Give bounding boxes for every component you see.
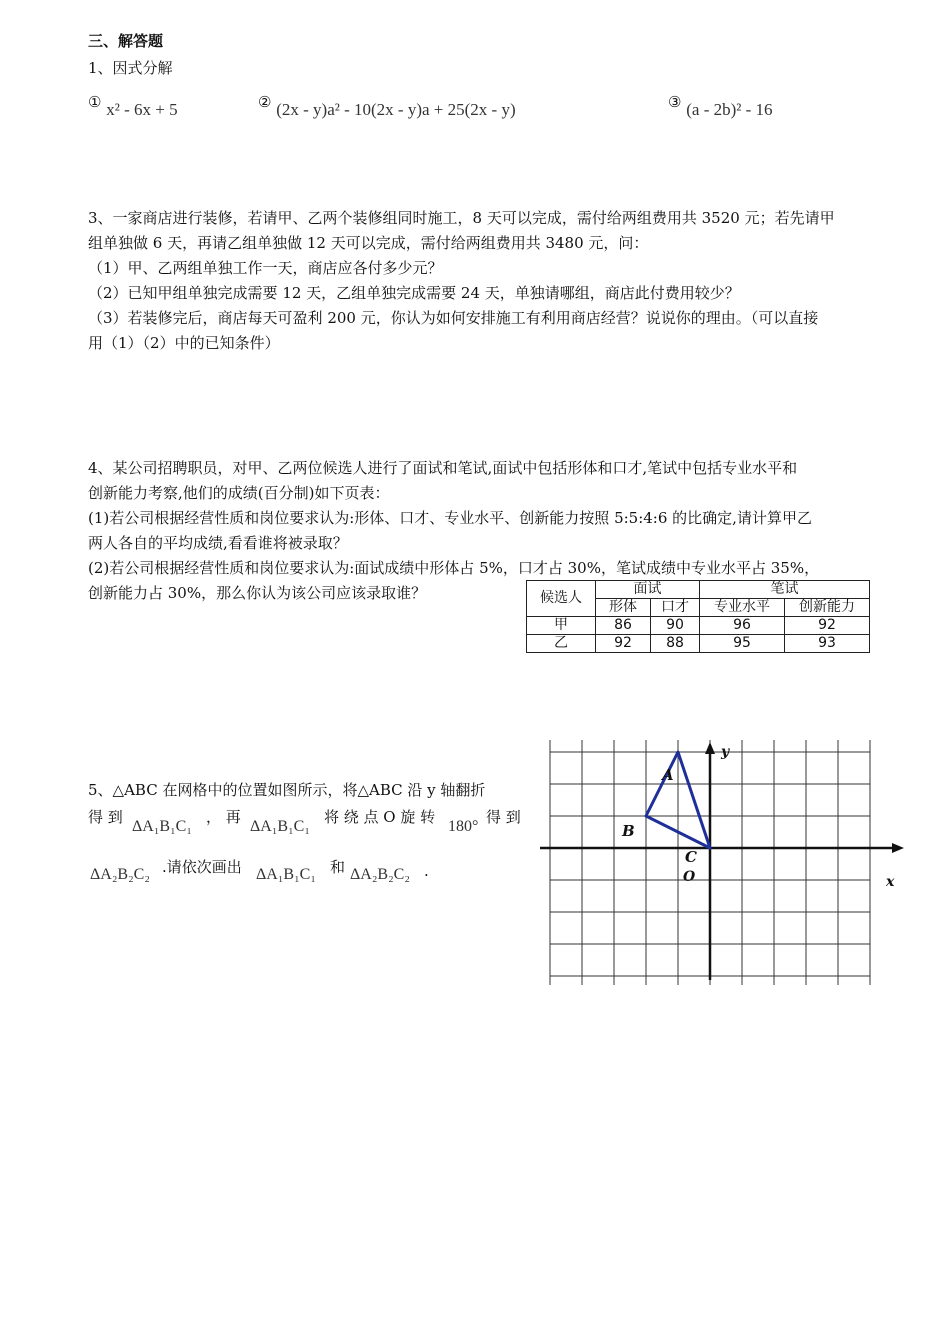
q3-line-1: 3、一家商店进行装修，若请甲、乙两个装修组同时施工，8 天可以完成，需付给两组费用共 3520 元；若先请甲 [88,209,835,227]
q5-line-1: 5、△ABC 在网格中的位置如图所示，将△ABC 沿 y 轴翻折 [88,781,486,799]
table-subheader: 创新能力 [785,599,870,617]
q5-a1b1c1: ΔA₁B₁C₁ [132,818,192,835]
q5-a2b2c2-draw: ΔA₂B₂C₂ [350,866,410,883]
q5-text-please-draw: .请依次画出 [162,858,242,876]
q1-item-3 [668,92,773,119]
table-row [527,635,870,653]
q4-line-5: (2)若公司根据经营性质和岗位要求认为:面试成绩中形体占 5%，口才占 30%，笔试成绩中专业水平占 35%， [88,559,820,577]
q1-item-1-num: ① [88,93,102,111]
y-axis-arrow [705,742,715,754]
q3-line-6: 用（1）（2）中的已知条件） [88,334,280,352]
q5-text-deyao2: 得 到 [486,808,521,826]
table-header-candidate: 候选人 [527,581,596,617]
q5-text-rotate: 将 绕 点 O 旋 转 [324,808,436,826]
q1-item-1-expr: x² - 6x + 5 [106,100,178,119]
q3-line-4: （2）已知甲组单独完成需要 12 天，乙组单独完成需要 24 天，单独请哪组，商店此付费用较少？ [88,284,740,302]
table-row [527,617,870,635]
q3-line-2: 组单独做 6 天，再请乙组单独做 12 天可以完成，需付给两组费用共 3480 元，问： [88,234,649,252]
point-b-label: B [622,822,635,840]
q5-a2b2c2: ΔA₂B₂C₂ [90,866,150,883]
table-cell: 95 [700,635,785,653]
section-title: 三、解答题 [88,32,164,50]
q5-degree: 180° [448,818,479,835]
table-header-interview: 面试 [596,581,700,599]
table-header-written: 笔试 [700,581,870,599]
point-a-label: A [662,766,674,784]
q3-line-3: （1）甲、乙两组单独工作一天，商店应各付多少元？ [88,259,443,277]
q3-line-5: （3）若装修完后，商店每天可盈利 200 元，你认为如何安排施工有利用商店经营？说说你的理由。（可以直接 [88,309,819,327]
table-cell-name: 乙 [527,635,596,653]
table-cell: 88 [651,635,700,653]
q5-text-deyao: 得 到 [88,808,123,826]
table-cell: 92 [596,635,651,653]
q5-period: . [424,862,429,880]
q1-item-2-expr: (2x - y)a² - 10(2x - y)a + 25(2x - y) [276,100,516,119]
q5-text-and: 和 [330,858,346,876]
q4-line-2: 创新能力考察,他们的成绩(百分制)如下页表： [88,484,390,502]
table-cell: 86 [596,617,651,635]
q5-a1b1c1-again: ΔA₁B₁C₁ [250,818,310,835]
q4-line-1: 4、某公司招聘职员，对甲、乙两位候选人进行了面试和笔试,面试中包括形体和口才,笔试中包括专业水平和 [88,459,798,477]
table-cell: 90 [651,617,700,635]
table-cell-name: 甲 [527,617,596,635]
q1-item-1 [88,92,178,119]
table-subheader: 专业水平 [700,599,785,617]
table-cell: 92 [785,617,870,635]
table-cell: 93 [785,635,870,653]
q5-a1b1c1-draw: ΔA₁B₁C₁ [256,866,316,883]
y-axis-label: y [721,744,730,760]
q1-item-2-num: ② [258,93,272,111]
q1-item-3-expr: (a - 2b)² - 16 [686,100,773,119]
x-axis-arrow [892,843,904,853]
q1-title: 1、因式分解 [88,59,173,77]
table-subheader: 口才 [651,599,700,617]
origin-label: O [683,869,696,885]
q1-item-2 [258,92,516,119]
q1-item-3-num: ③ [668,93,682,111]
x-axis-label: x [886,874,895,890]
table-cell: 96 [700,617,785,635]
point-c-label: C [685,848,697,866]
coordinate-grid-figure [538,740,908,985]
q5-text-zai: ， 再 [206,808,241,826]
q4-line-4: 两人各自的平均成绩,看看谁将被录取？ [88,534,348,552]
score-table [526,580,870,653]
q4-line-6: 创新能力占 30%，那么你认为该公司应该录取谁？ [88,584,427,602]
table-subheader: 形体 [596,599,651,617]
q4-line-3: (1)若公司根据经营性质和岗位要求认为:形体、口才、专业水平、创新能力按照 5:5:4:6 的比确定,请计算甲乙 [88,509,812,527]
